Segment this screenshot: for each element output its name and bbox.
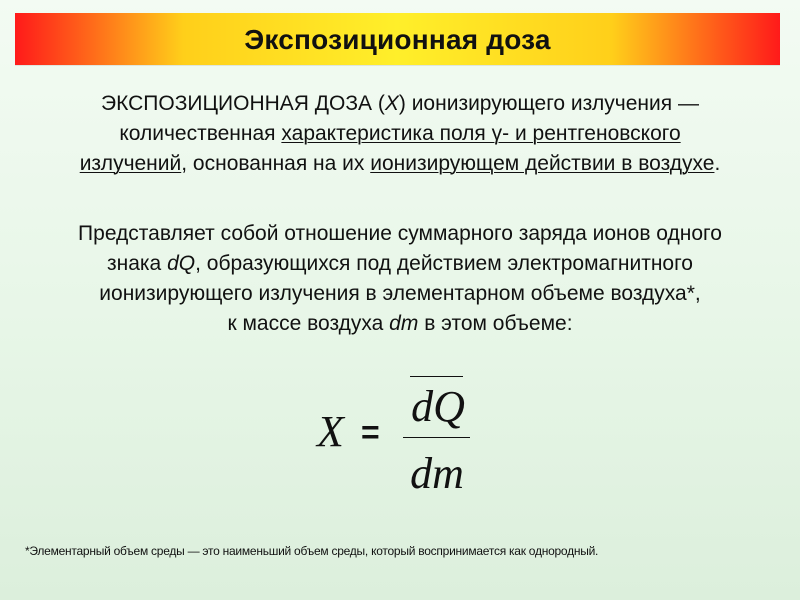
description-line-2 <box>0 249 800 279</box>
definition-text: ) ионизирующего излучения — <box>398 92 699 115</box>
mass-variable: dm <box>389 312 419 335</box>
numerator-overline <box>410 376 463 377</box>
formula-lhs: X <box>317 407 344 456</box>
title-banner <box>15 13 780 65</box>
formula-denominator: dm <box>410 449 464 498</box>
description-text: знака <box>107 252 168 275</box>
definition-line-1 <box>0 89 800 119</box>
slide-title: Экспозиционная доза <box>244 23 551 55</box>
definition-text: . <box>714 152 721 175</box>
footnote: *Элементарный объем среды — это наименьший объем среды, который воспринимается как однородный. <box>25 544 599 558</box>
description-paragraph <box>0 219 800 339</box>
description-line-1: Представляет собой отношение суммарного заряда ионов одного <box>78 222 722 245</box>
definition-text: количественная <box>119 122 282 145</box>
definition-paragraph <box>0 89 800 179</box>
definition-text: , основанная на их <box>181 152 371 175</box>
fraction-bar <box>403 437 470 438</box>
description-line-4 <box>0 309 800 339</box>
charge-variable: dQ <box>167 252 196 275</box>
exposure-dose-symbol: X <box>384 92 399 115</box>
definition-line-2 <box>0 119 800 149</box>
radiation-link[interactable]: излучений <box>79 152 182 175</box>
exposure-dose-formula <box>0 360 800 510</box>
description-text: к массе воздуха <box>227 312 390 335</box>
ionizing-action-link[interactable]: ионизирующем действии в воздухе <box>370 152 715 175</box>
description-text: , образующихся под действием электромагнитного <box>195 252 693 275</box>
field-characteristic-link[interactable]: характеристика поля γ- и рентгеновского <box>281 122 681 145</box>
description-text: в этом объеме: <box>418 312 573 335</box>
formula-equals-sign: = <box>361 414 380 450</box>
definition-text: ЭКСПОЗИЦИОННАЯ ДОЗА ( <box>101 92 385 115</box>
description-line-3: ионизирующего излучения в элементарном объеме воздуха*, <box>99 282 701 305</box>
formula-numerator: dQ <box>411 382 465 431</box>
definition-line-3 <box>0 149 800 179</box>
